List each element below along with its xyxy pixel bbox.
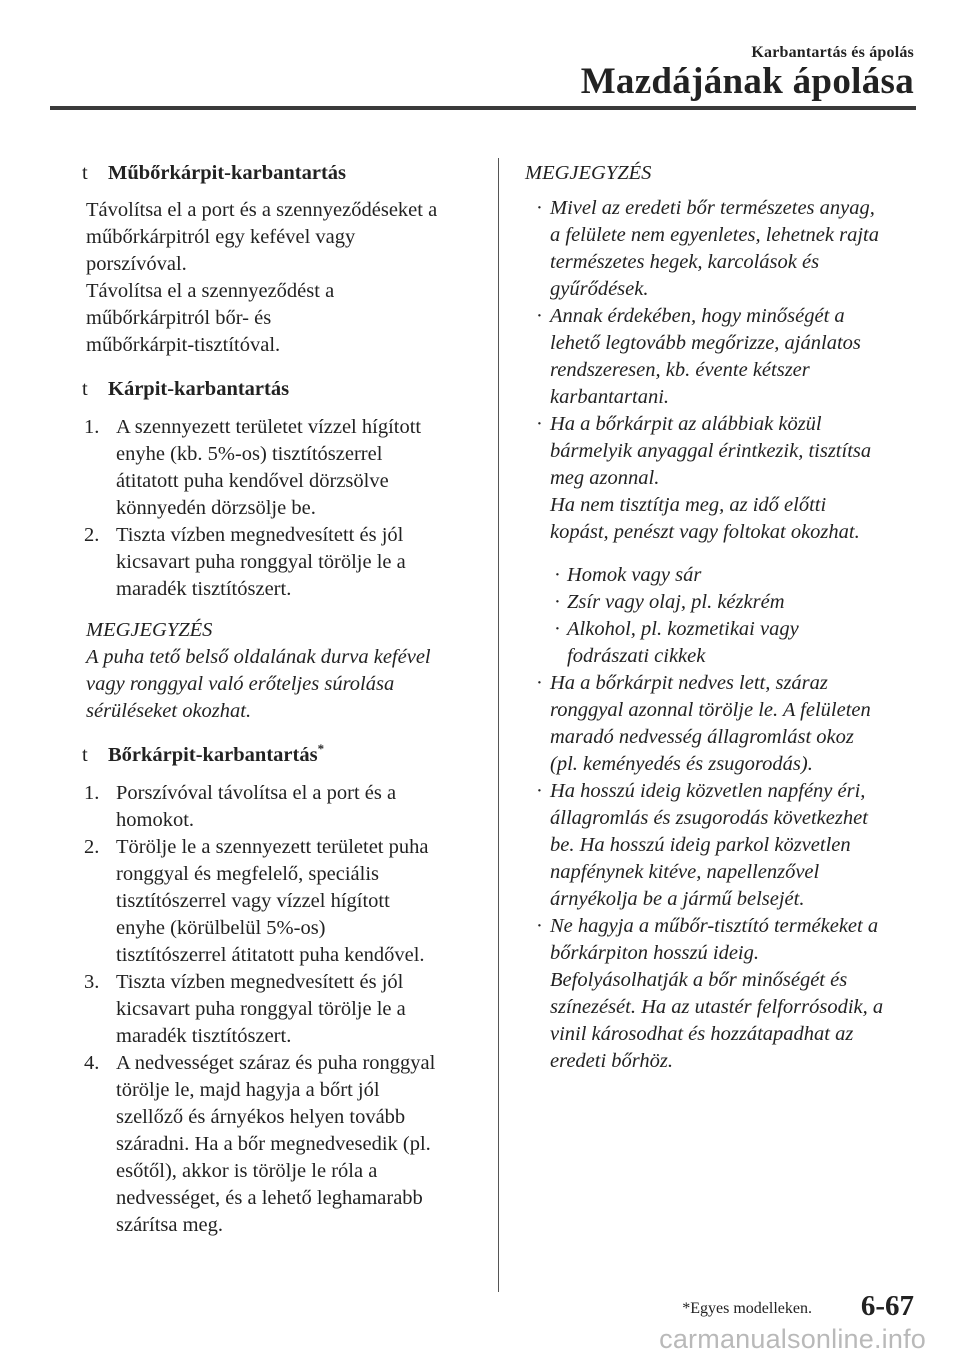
section-marker-icon: t — [82, 378, 88, 400]
page-number: 6-67 — [860, 1290, 914, 1322]
list-item: · Alkohol, pl. kozmetikai vagy fodrászati cikkek — [554, 618, 799, 667]
note-body: A puha tető belső oldalának durva kefével vagy ronggyal való erőteljes súrolása sérüléseket okozhat. — [86, 646, 431, 722]
bullet-icon: · — [554, 564, 561, 586]
left-column — [60, 160, 475, 1239]
section-marker-icon: t — [82, 162, 88, 184]
bullet-icon: · — [536, 672, 543, 694]
leather-notes-list-cont — [525, 670, 920, 1075]
section-heading-upholstery: t Kárpit-karbantartás — [60, 376, 475, 403]
list-item: 1. Porszívóval távolítsa el a port és a homokot. — [84, 782, 397, 831]
section-heading-synthetic-leather: t Műbőrkárpit-karbantartás — [60, 160, 475, 187]
list-item: · Annak érdekében, hogy minőségét a lehető legtovább megőrizze, ajánlatos rendszeresen, kb. évente kétszer karbantartani. — [536, 305, 861, 408]
note-title: MEGJEGYZÉS — [525, 162, 652, 184]
list-item: · Ha a bőrkárpit nedves lett, száraz ronggyal azonnal törölje le. A felületen maradó nedvesség állagromlást okoz (pl. keményedés és zsugorodás). — [536, 672, 871, 775]
synthetic-leather-text: Távolítsa el a port és a szennyeződéseket a műbőrkárpitról egy kefével vagy porszívóval. Távolítsa el a szennyeződést a műbőrkárpitról bőr- és műbőrkárpit-tisztítóval. — [86, 199, 438, 356]
header-rule — [50, 106, 916, 110]
footnote: *Egyes modelleken. — [682, 1300, 812, 1317]
list-item: · Mivel az eredeti bőr természetes anyag, a felülete nem egyenletes, lehetnek rajta természetes hegek, karcolások és gyűrődések. — [536, 197, 880, 300]
bullet-icon: · — [536, 197, 543, 219]
list-item: · Zsír vagy olaj, pl. kézkrém — [525, 589, 920, 616]
list-item: · Ne hagyja a műbőr-tisztító termékeket a bőrkárpiton hosszú ideig. Befolyásolhatják a bőr minőségét és színezését. Ha az utastér felforrósodik, a vinil károsodhat és hozzátapadhat az eredeti bőrhöz. — [536, 915, 884, 1072]
bullet-icon: · — [536, 780, 543, 802]
list-item: · Homok vagy sár — [525, 562, 920, 589]
bullet-icon: · — [536, 413, 543, 435]
bullet-icon: · — [554, 618, 561, 640]
bullet-icon: · — [536, 305, 543, 327]
page-title: Mazdájának ápolása — [580, 61, 914, 102]
bullet-icon: · — [536, 915, 543, 937]
list-item: 1. A szennyezett területet vízzel hígított enyhe (kb. 5%-os) tisztítószerrel átitatott puha kendővel dörzsölve könnyedén dörzsölje be. — [84, 416, 422, 519]
list-item: · Ha hosszú ideig közvetlen napfény éri, állagromlás és zsugorodás következhet be. Ha hosszú ideig parkol közvetlen napfénynek kitéve, napellenzővel árnyékolja be a jármű belsejét. — [536, 780, 868, 910]
list-item: 3. Tiszta vízben megnedvesített és jól kicsavart puha ronggyal törölje le a maradék tisztítószert. — [84, 971, 406, 1047]
list-item: · Ha a bőrkárpit az alábbiak közül bármelyik anyaggal érintkezik, tisztítsa meg azonnal. Ha nem tisztítja meg, az idő előtti kopást, penészt vagy foltokat okozhat. — [536, 413, 872, 543]
upholstery-note — [60, 617, 475, 725]
list-item: 2. Tiszta vízben megnedvesített és jól kicsavart puha ronggyal törölje le a maradék tisztítószert. — [84, 524, 406, 600]
watermark: carmanualsonline.info — [659, 1324, 926, 1354]
note-title: MEGJEGYZÉS — [86, 619, 213, 641]
section-heading-leather: t Bőrkárpit-karbantartás* — [60, 742, 475, 769]
substances-list — [525, 562, 920, 670]
leather-steps — [60, 780, 475, 1239]
list-item: 2. Törölje le a szennyezett területet puha ronggyal és megfelelő, speciális tisztítószerrel vagy vízzel hígított enyhe (körülbelül 5%-os) tisztítószerrel átitatott puha kendővel. — [84, 836, 429, 966]
upholstery-steps — [60, 414, 475, 603]
column-divider — [498, 158, 499, 1292]
right-column — [525, 160, 920, 1075]
bullet-icon: · — [554, 591, 561, 613]
section-marker-icon: t — [82, 744, 88, 766]
footnote-mark: * — [317, 741, 325, 757]
header-section-label: Karbantartás és ápolás — [751, 44, 914, 61]
list-item: 4. A nedvességet száraz és puha ronggyal törölje le, majd hagyja a bőrt jól szellőző és árnyékos helyen tovább száradni. Ha a bőr megnedvesedik (pl. esőtől), akkor is törölje le róla a nedvességet, és a lehető leghamarabb szárítsa meg. — [84, 1052, 436, 1236]
leather-notes-list — [525, 195, 920, 546]
